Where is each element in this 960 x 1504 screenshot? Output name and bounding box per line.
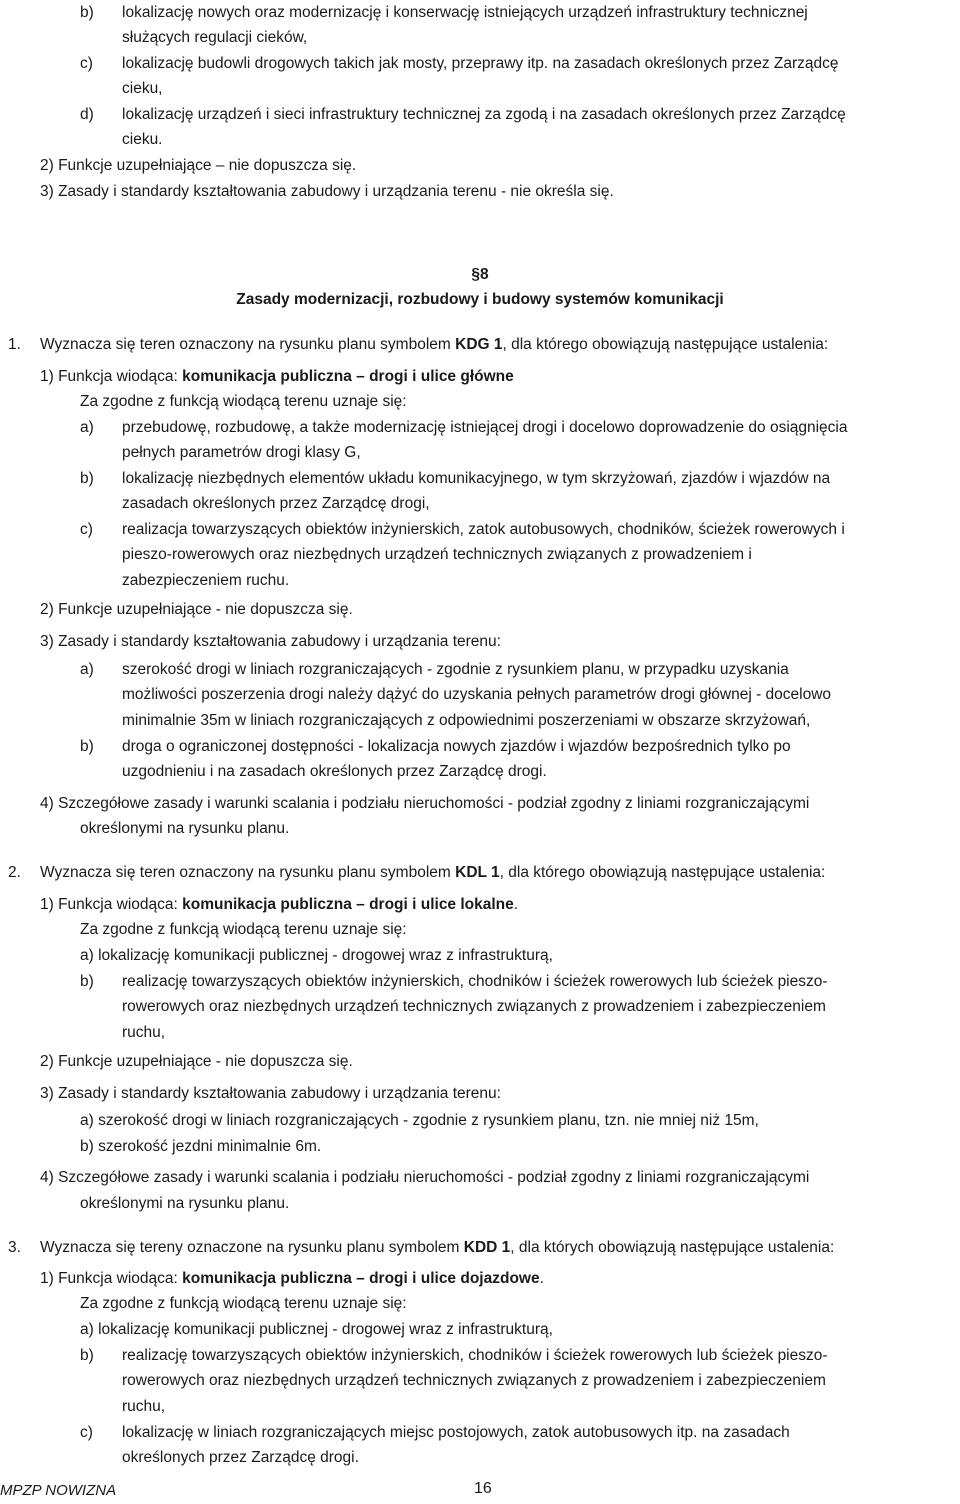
s2-b-line3: ruchu, [122,1024,166,1041]
intro-b-line2: służących regulacji cieków, [122,29,308,46]
s2-f1-line [40,892,518,918]
s3-f1-pre: 1) Funkcja wiodąca: [40,1270,178,1287]
s1-symbol: KDG 1 [455,336,503,353]
intro-b-marker: b) [80,4,94,21]
s1-f1-sub: Za zgodne z funkcją wiodącą terenu uznaje się: [80,393,407,410]
s1-a-marker: a) [80,419,94,436]
s2-lead: Wyznacza się teren oznaczony na rysunku planu symbolem [40,864,451,881]
intro-d-line2: cieku. [122,131,163,148]
s3-a: a) lokalizację komunikacji publicznej - drogowej wraz z infrastrukturą, [80,1321,553,1338]
intro-d-line1: lokalizację urządzeń i sieci infrastruktury technicznej za zgodą i na zasadach określonych przez Zarządcę [122,106,846,123]
section-number-text: 8 [480,266,489,283]
s1-f4-line1: 4) Szczegółowe zasady i warunki scalania i podziału nieruchomości - podział zgodny z liniami rozgraniczającymi [40,795,810,812]
s2-f4-line2: określonymi na rysunku planu. [80,1195,290,1212]
s3-f1-bold: komunikacja publiczna – drogi i ulice dojazdowe [182,1270,540,1287]
s2-f2: 2) Funkcje uzupełniające - nie dopuszcza się. [40,1053,353,1070]
s1-c-line3: zabezpieczeniem ruchu. [122,572,290,589]
footer-document-label: MPZP NOWIZNA [0,1482,117,1499]
s2-f1-pre: 1) Funkcja wiodąca: [40,896,178,913]
s1-c-line2: pieszo-rowerowych oraz niezbędnych urządzeń technicznych związanych z prowadzeniem i [122,546,752,563]
s2-b-marker: b) [80,973,94,990]
s1-f1-line [40,364,514,390]
intro-c-marker: c) [80,55,93,72]
s3-b-line2: rowerowych oraz niezbędnych urządzeń technicznych związanych z prowadzeniem i zabezpieczeniem [122,1372,826,1389]
s2-b-line1: realizację towarzyszących obiektów inżynierskich, chodników i ścieżek rowerowych lub ścieżek pieszo- [122,973,828,990]
section-sign: § [471,266,480,283]
s2-symbol: KDL 1 [455,864,500,881]
s3-tail: , dla których obowiązują następujące ustalenia: [510,1239,835,1256]
s1-a-line1: przebudowę, rozbudowę, a także modernizację istniejącej drogi i docelowo doprowadzenie do osiągnięcia [122,419,848,436]
section-title: Zasady modernizacji, rozbudowy i budowy systemów komunikacji [236,291,724,308]
s1-c-marker: c) [80,521,93,538]
s1-z-b-marker: b) [80,738,94,755]
s3-number: 3. [8,1239,21,1256]
s2-lead-line [40,860,825,886]
s1-number: 1. [8,336,21,353]
s1-tail: , dla którego obowiązują następujące ustalenia: [502,336,829,353]
s1-z-a-line3: minimalnie 35m w liniach rozgraniczających z odpowiednimi poszerzeniami w obszarze skrzyżowań, [122,712,811,729]
s1-lead-line [40,332,828,358]
s1-lead: Wyznacza się teren oznaczony na rysunku planu symbolem [40,336,451,353]
s1-f1-bold: komunikacja publiczna – drogi i ulice główne [182,368,514,385]
s1-c-line1: realizacja towarzyszących obiektów inżynierskich, zatok autobusowych, chodników, ścieżek rowerowych i [122,521,845,538]
s3-c-line2: określonych przez Zarządcę drogi. [122,1449,359,1466]
s2-f1-bold: komunikacja publiczna – drogi i ulice lokalne [182,896,514,913]
s2-z-b: b) szerokość jezdni minimalnie 6m. [80,1138,322,1155]
s3-symbol: KDD 1 [463,1239,511,1256]
intro-b-line1: lokalizację nowych oraz modernizację i konserwację istniejących urządzeń infrastruktury technicznej [122,4,808,21]
s2-number: 2. [8,864,21,881]
s1-z-a-marker: a) [80,661,94,678]
intro-c-line2: cieku, [122,80,163,97]
intro-d-marker: d) [80,106,94,123]
s3-b-marker: b) [80,1347,94,1364]
s1-b-line1: lokalizację niezbędnych elementów układu komunikacyjnego, w tym skrzyżowań, zjazdów i wjazdów na [122,470,831,487]
s1-z-b-line1: droga o ograniczonej dostępności - lokalizacja nowych zjazdów i wjazdów bezpośrednich tylko po [122,738,791,755]
s2-f4-line1: 4) Szczegółowe zasady i warunki scalania i podziału nieruchomości - podział zgodny z liniami rozgraniczającymi [40,1169,810,1186]
intro-p3: 3) Zasady i standardy kształtowania zabudowy i urządzania terenu - nie określa się. [40,183,614,200]
s2-tail: , dla którego obowiązują następujące ustalenia: [499,864,826,881]
s3-f1-dot: . [539,1270,544,1287]
s2-z-a: a) szerokość drogi w liniach rozgraniczających - zgodnie z rysunkiem planu, tzn. nie mniej niż 15m, [80,1112,759,1129]
footer-page-number: 16 [474,1480,492,1497]
s3-lead-line [40,1235,834,1261]
s1-f3: 3) Zasady i standardy kształtowania zabudowy i urządzania terenu: [40,633,501,650]
s2-f1-dot: . [513,896,519,913]
s3-b-line1: realizację towarzyszących obiektów inżynierskich, chodników i ścieżek rowerowych lub ścieżek pieszo- [122,1347,828,1364]
s1-z-b-line2: uzgodnieniu i na zasadach określonych przez Zarządcę drogi. [122,763,547,780]
s1-f4-line2: określonymi na rysunku planu. [80,820,290,837]
s1-a-line2: pełnych parametrów drogi klasy G, [122,444,361,461]
s2-b-line2: rowerowych oraz niezbędnych urządzeń technicznych związanych z prowadzeniem i zabezpieczeniem [122,998,826,1015]
s1-f1-pre: 1) Funkcja wiodąca: [40,368,178,385]
intro-p2: 2) Funkcje uzupełniające – nie dopuszcza się. [40,157,357,174]
s2-f1-sub: Za zgodne z funkcją wiodącą terenu uznaje się: [80,921,407,938]
s1-b-line2: zasadach określonych przez Zarządcę drogi, [122,495,430,512]
s2-f3: 3) Zasady i standardy kształtowania zabudowy i urządzania terenu: [40,1085,501,1102]
s3-b-line3: ruchu, [122,1398,166,1415]
s3-f1-sub: Za zgodne z funkcją wiodącą terenu uznaje się: [80,1295,407,1312]
s2-a: a) lokalizację komunikacji publicznej - drogowej wraz z infrastrukturą, [80,947,553,964]
s3-c-marker: c) [80,1424,93,1441]
s1-b-marker: b) [80,470,94,487]
s3-c-line1: lokalizację w liniach rozgraniczających miejsc postojowych, zatok autobusowych itp. na zasadach [122,1424,790,1441]
section-number [0,262,960,288]
s3-f1-line [40,1266,544,1292]
s1-z-a-line2: możliwości poszerzenia drogi należy dążyć do uzyskania pełnych parametrów drogi głównej - docelowo [122,686,832,703]
s1-f2: 2) Funkcje uzupełniające - nie dopuszcza się. [40,601,353,618]
intro-c-line1: lokalizację budowli drogowych takich jak mosty, przeprawy itp. na zasadach określonych przez Zarządcę [122,55,839,72]
s3-lead: Wyznacza się tereny oznaczone na rysunku planu symbolem [40,1239,460,1256]
s1-z-a-line1: szerokość drogi w liniach rozgraniczających - zgodnie z rysunkiem planu, w przypadku uzyskania [122,661,789,678]
